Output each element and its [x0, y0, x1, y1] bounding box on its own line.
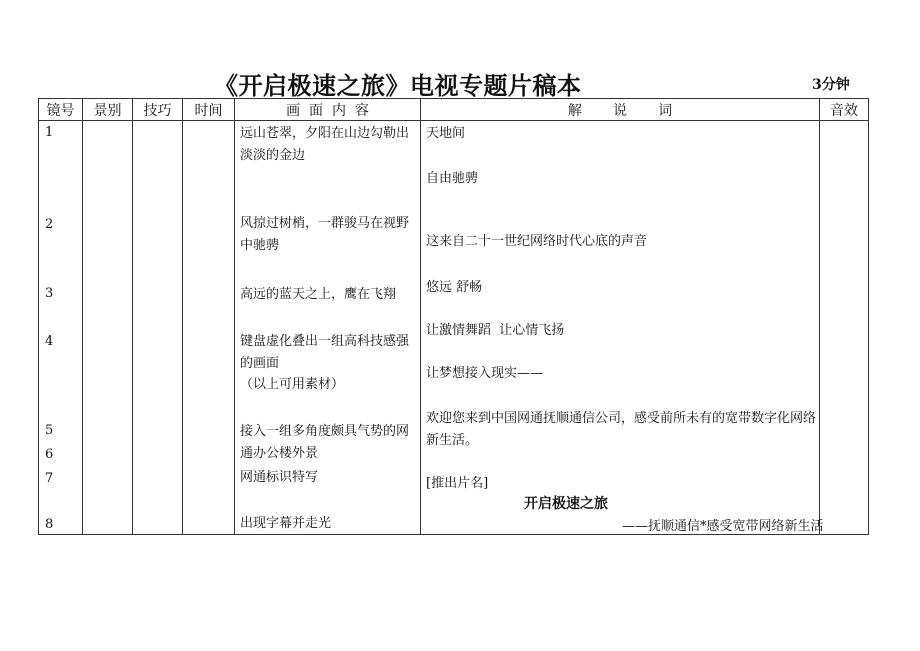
duration-label: 3分钟 — [812, 77, 850, 93]
header-shot: 镜号 — [39, 99, 83, 121]
narration-line: 这来自二十一世纪网络时代心底的声音 — [426, 234, 648, 249]
shot-number: 4 — [45, 334, 54, 349]
picture-line: 远山苍翠，夕阳在山边勾勒出淡淡的金边 — [240, 126, 410, 163]
header-picture: 画 面 内 容 — [235, 99, 421, 121]
picture-line: 网通标识特写 — [240, 470, 319, 485]
narration-line: 欢迎您来到中国网通抚顺通信公司，感受前所未有的宽带数字化网络新生活。 — [426, 411, 817, 448]
shot-number: 6 — [45, 447, 54, 462]
shot-number: 8 — [45, 517, 54, 532]
scene-cell — [83, 121, 133, 535]
narration-line: [推出片名] — [426, 476, 489, 491]
narration-line: 自由驰骋 — [426, 171, 479, 186]
picture-line: 风掠过树梢，一群骏马在视野中驰骋 — [240, 216, 410, 253]
picture-line: 高远的蓝天之上，鹰在飞翔 — [240, 287, 397, 302]
shot-number: 5 — [45, 423, 54, 438]
narration-line: 天地间 — [426, 126, 466, 141]
shot-number: 7 — [45, 471, 54, 486]
narration-cell — [421, 121, 824, 535]
header-row — [39, 99, 869, 121]
narration-line: 让激情舞蹈 让心情飞扬 — [426, 323, 565, 338]
sound-cell — [820, 121, 869, 535]
header-sound: 音效 — [820, 99, 869, 121]
picture-note: （以上可用素材） — [240, 377, 345, 392]
shot-number: 2 — [45, 217, 54, 232]
shot-number: 3 — [45, 286, 54, 301]
header-scene: 景别 — [83, 99, 133, 121]
picture-line: 出现字幕并走光 — [240, 516, 332, 531]
picture-cell — [235, 121, 421, 535]
page-title: 《开启极速之旅》电视专题片稿本 — [214, 72, 582, 100]
picture-line: 键盘虚化叠出一组高科技感强的画面 — [240, 334, 410, 371]
technique-cell — [133, 121, 183, 535]
table-row — [39, 121, 869, 535]
film-title: 开启极速之旅 — [524, 496, 608, 512]
header-time: 时间 — [183, 99, 235, 121]
film-subtitle: ——抚顺通信*感受宽带网络新生活 — [622, 519, 824, 534]
header-technique: 技巧 — [133, 99, 183, 121]
narration-line: 让梦想接入现实—— — [426, 366, 544, 381]
picture-line: 接入一组多角度颇具气势的网通办公楼外景 — [240, 424, 410, 461]
shot-number-cell — [39, 121, 83, 535]
narration-line: 悠远 舒畅 — [426, 280, 483, 295]
script-table — [38, 98, 869, 535]
header-narration: 解 说 词 — [421, 99, 820, 121]
shot-number: 1 — [45, 125, 54, 140]
time-cell — [183, 121, 235, 535]
